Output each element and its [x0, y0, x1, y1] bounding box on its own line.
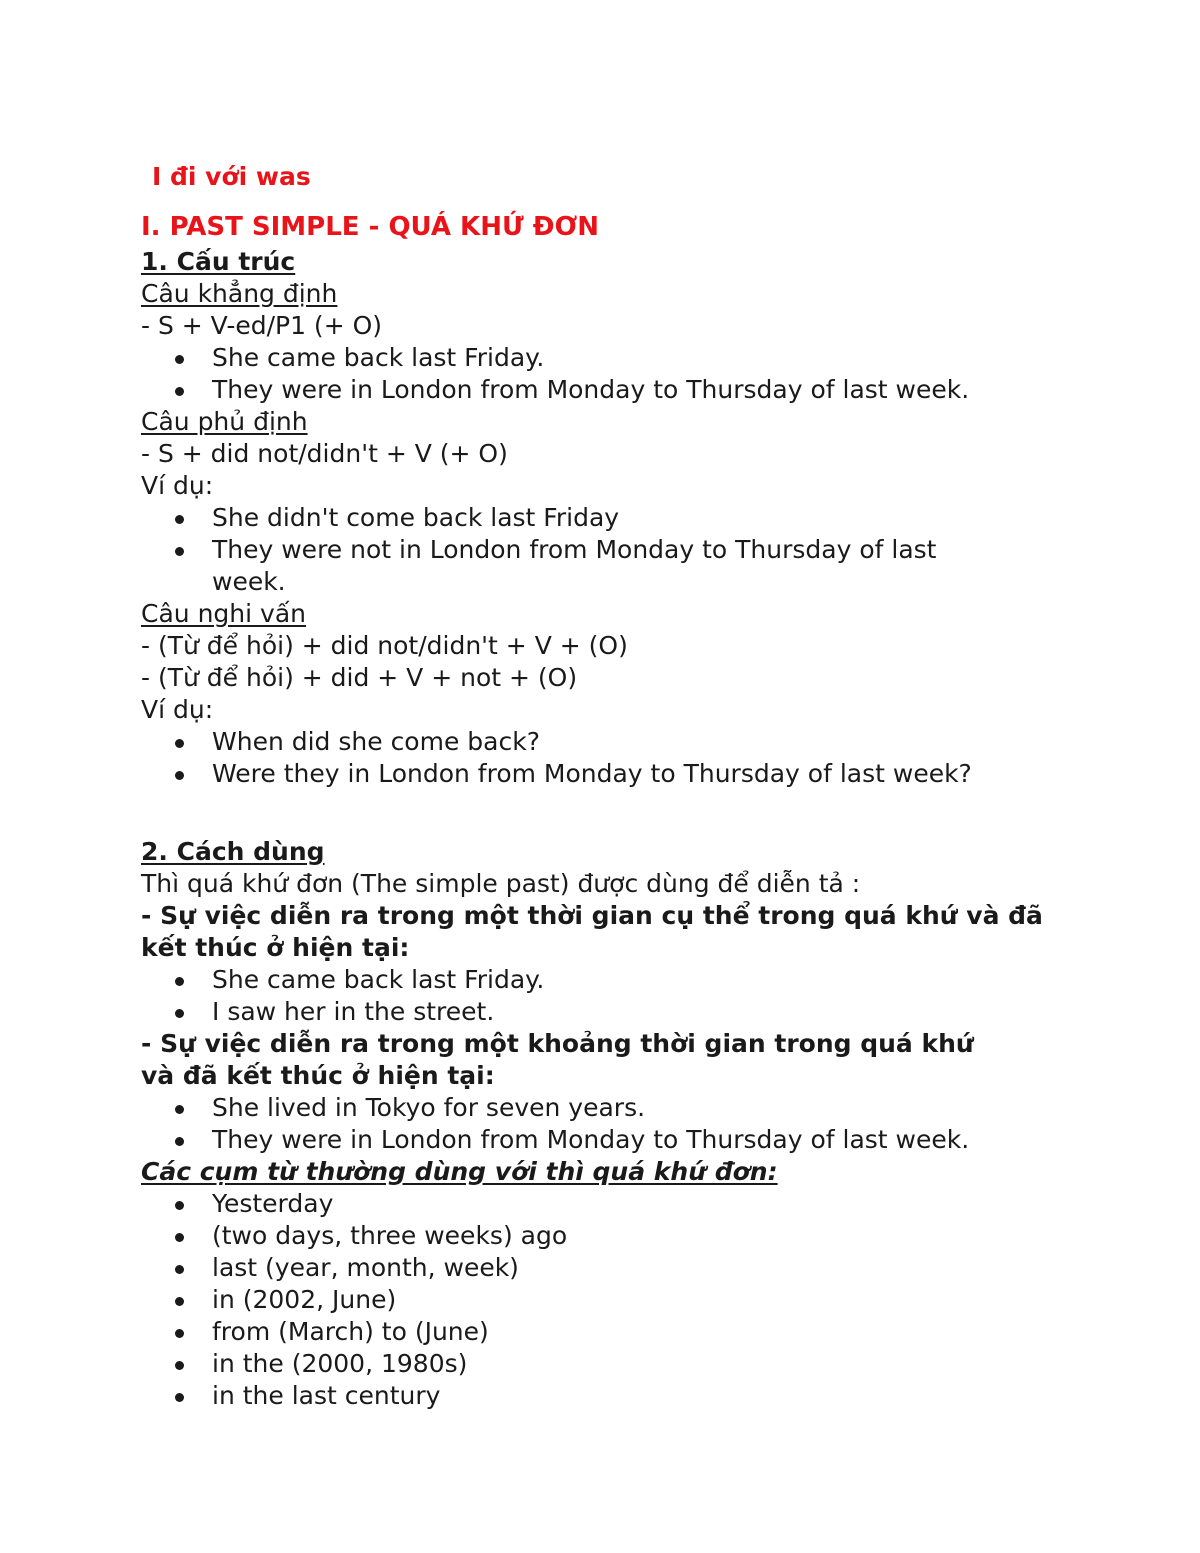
question-label: Câu nghi vấn: [141, 599, 306, 628]
list-item: Were they in London from Monday to Thursday of last week?: [141, 758, 1101, 790]
bullet-icon: [175, 771, 184, 780]
question-example-label: Ví dụ:: [141, 695, 214, 724]
usage-case-2-examples: [141, 1092, 1101, 1156]
negative-example-label: Ví dụ:: [141, 471, 214, 500]
bullet-icon: [175, 1329, 184, 1338]
list-item: from (March) to (June): [141, 1316, 1101, 1348]
bullet-icon: [175, 977, 184, 986]
phrases-list: [141, 1188, 1101, 1412]
list-item: in (2002, June): [141, 1284, 1101, 1316]
affirmative-examples: [141, 342, 1101, 406]
list-item: in the last century: [141, 1380, 1101, 1412]
usage-intro: Thì quá khứ đơn (The simple past) được dùng để diễn tả :: [141, 869, 861, 898]
list-item: She came back last Friday.: [141, 342, 1101, 374]
bullet-icon: [175, 1201, 184, 1210]
bullet-icon: [175, 515, 184, 524]
list-item: last (year, month, week): [141, 1252, 1101, 1284]
bullet-icon: [175, 1297, 184, 1306]
list-item: They were not in London from Monday to Thursday of last week.: [141, 534, 1012, 598]
list-item: Yesterday: [141, 1188, 1101, 1220]
bullet-icon: [175, 1009, 184, 1018]
list-item: When did she come back?: [141, 726, 1101, 758]
usage-case-1: - Sự việc diễn ra trong một thời gian cụ thể trong quá khứ và đã kết thúc ở hiện tại:: [141, 901, 1043, 962]
bullet-icon: [175, 387, 184, 396]
note-text: I đi với was: [152, 162, 311, 191]
list-item: They were in London from Monday to Thursday of last week.: [141, 1124, 1101, 1156]
section-heading-usage: 2. Cách dùng: [141, 837, 325, 866]
bullet-icon: [175, 355, 184, 364]
bullet-icon: [175, 1393, 184, 1402]
usage-case-1-examples: [141, 964, 1101, 1028]
bullet-icon: [175, 1361, 184, 1370]
page-title: I. PAST SIMPLE - QUÁ KHỨ ĐƠN: [141, 212, 599, 242]
bullet-icon: [175, 1105, 184, 1114]
question-formula-1: - (Từ để hỏi) + did not/didn't + V + (O): [141, 631, 628, 660]
negative-examples: [141, 502, 1101, 598]
document-content: [141, 158, 1101, 1412]
affirmative-formula: - S + V-ed/P1 (+ O): [141, 311, 383, 340]
bullet-icon: [175, 1233, 184, 1242]
bullet-icon: [175, 1265, 184, 1274]
list-item: She came back last Friday.: [141, 964, 1101, 996]
bullet-icon: [175, 1137, 184, 1146]
list-item: She lived in Tokyo for seven years.: [141, 1092, 1101, 1124]
bullet-icon: [175, 547, 184, 556]
list-item: in the (2000, 1980s): [141, 1348, 1101, 1380]
question-formula-2: - (Từ để hỏi) + did + V + not + (O): [141, 663, 578, 692]
list-item: (two days, three weeks) ago: [141, 1220, 1101, 1252]
usage-case-2: - Sự việc diễn ra trong một khoảng thời gian trong quá khứ và đã kết thúc ở hiện tại:: [141, 1029, 974, 1090]
list-item: They were in London from Monday to Thursday of last week.: [141, 374, 1101, 406]
negative-formula: - S + did not/didn't + V (+ O): [141, 439, 508, 468]
section-heading-structure: 1. Cấu trúc: [141, 247, 296, 276]
affirmative-label: Câu khẳng định: [141, 279, 338, 308]
phrases-label: Các cụm từ thường dùng với thì quá khứ đơn:: [141, 1157, 778, 1186]
question-examples: [141, 726, 1101, 790]
list-item: She didn't come back last Friday: [141, 502, 1101, 534]
spacer: [141, 790, 1101, 836]
list-item: I saw her in the street.: [141, 996, 1101, 1028]
bullet-icon: [175, 739, 184, 748]
negative-label: Câu phủ định: [141, 407, 308, 436]
